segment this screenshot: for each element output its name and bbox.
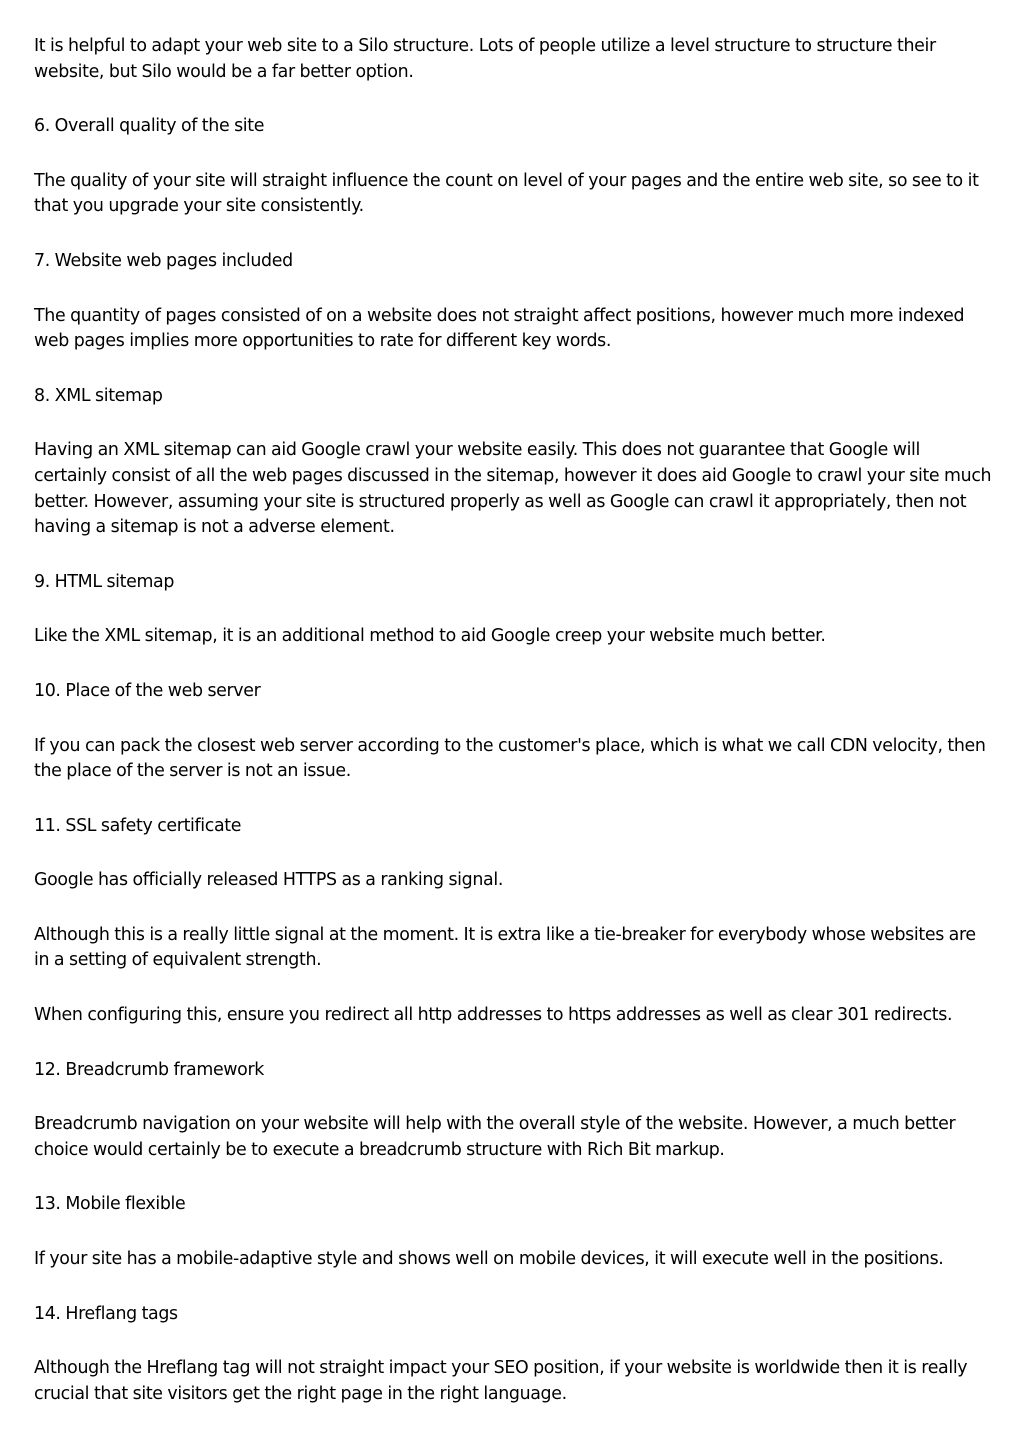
heading-mobile: 13. Mobile flexible [34,1194,186,1215]
paragraph-https-signal: Google has officially released HTTPS as a ranking signal. [34,870,503,891]
heading-pages-included: 7. Website web pages included [34,250,293,271]
paragraph-breadcrumb: Breadcrumb navigation on your website will help with the overall style of the website. However, a much better choice would certainly be to execute a breadcrumb structure with Rich Bit markup. [34,1114,956,1160]
heading-site-quality: 6. Overall quality of the site [34,116,265,137]
paragraph-tie-breaker: Although this is a really little signal at the moment. It is extra like a tie-breaker for everybody whose websites are in a setting of equivalent strength. [34,924,976,971]
heading-hreflang: 14. Hreflang tags [34,1303,178,1324]
paragraph-site-quality: The quality of your site will straight influence the count on level of your pages and the entire web site, so see to it that you upgrade your site consistently. [34,170,979,217]
paragraph-pages-included: The quantity of pages consisted of on a website does not straight affect positions, however much more indexed web pages implies more opportunities to rate for different key words. [34,305,965,352]
paragraph-hreflang: Although the Hreflang tag will not straight impact your SEO position, if your website is worldwide then it is really crucial that site visitors get the right page in the right language. [34,1358,968,1404]
heading-ssl-certificate: 11. SSL safety certificate [34,815,242,836]
article-body [34,34,994,1436]
paragraph-html-sitemap: Like the XML sitemap, it is an additional method to aid Google creep your website much better. [34,626,826,647]
paragraph-xml-sitemap: Having an XML sitemap can aid Google crawl your website easily. This does not guarantee that Google will certainly consist of all the web pages discussed in the sitemap, however it does aid Google to crawl your site much better. However, assuming your site is structured properly as well as Google can crawl it appropriately, then not having a sitemap is not a adverse element. [34,440,992,538]
heading-xml-sitemap: 8. XML sitemap [34,385,163,406]
paragraph-silo-structure: It is helpful to adapt your web site to a Silo structure. Lots of people utilize a level structure to structure their website, but Silo would be a far better option. [34,36,936,82]
paragraph-server-place: If you can pack the closest web server according to the customer's place, which is what we call CDN velocity, then the place of the server is not an issue. [34,735,986,782]
paragraph-mobile: If your site has a mobile-adaptive style and shows well on mobile devices, it will execute well in the positions. [34,1249,944,1270]
paragraph-redirects: When configuring this, ensure you redirect all http addresses to https addresses as well as clear 301 redirects. [34,1005,953,1026]
heading-breadcrumb: 12. Breadcrumb framework [34,1059,264,1080]
heading-html-sitemap: 9. HTML sitemap [34,571,175,592]
heading-server-place: 10. Place of the web server [34,680,261,701]
